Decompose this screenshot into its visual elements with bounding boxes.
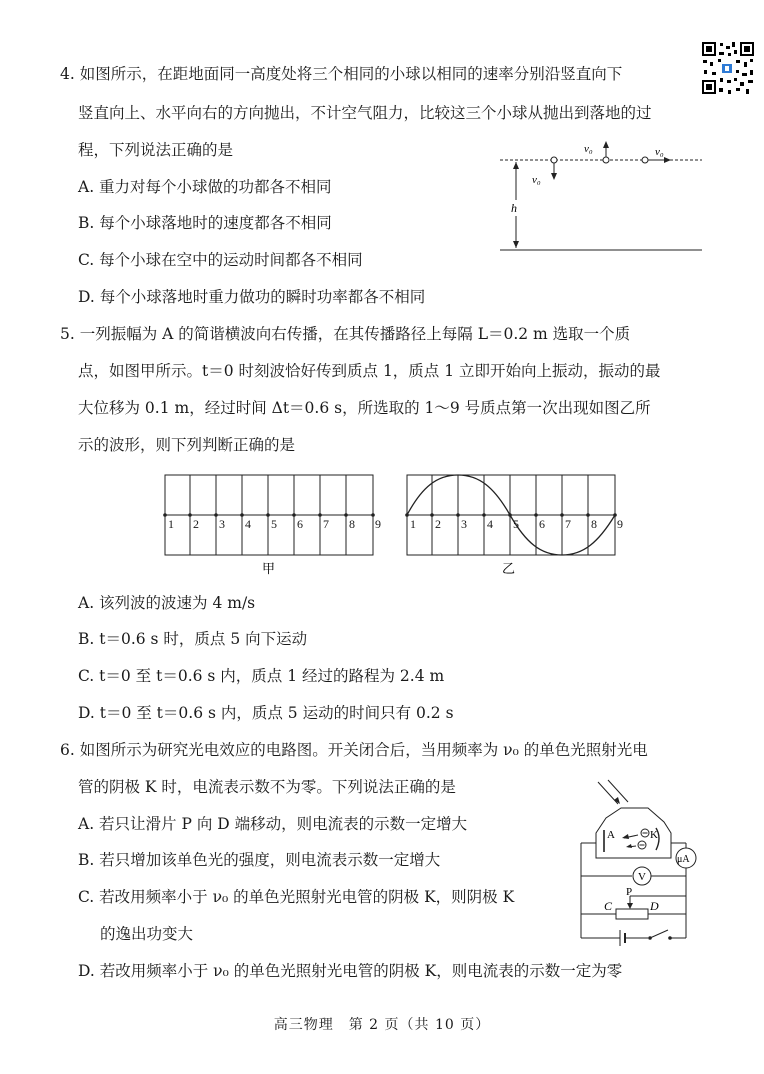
q6-option-a: A. 若只让滑片 P 向 D 端移动，则电流表的示数一定增大: [78, 815, 468, 833]
q6-circuit-graphic: [576, 778, 706, 948]
q4-label-v0-up: v₀: [584, 143, 593, 155]
jia-label-7: 7: [323, 517, 329, 531]
q5-jia-grid: [160, 472, 382, 578]
q6-label-P: P: [626, 886, 633, 898]
q4-label-v0-right: v₀: [655, 146, 664, 158]
q4-option-a: A. 重力对每个小球做的功都各不相同: [78, 178, 332, 196]
q6-option-b: B. 若只增加该单色光的强度，则电流表示数一定增大: [78, 851, 441, 869]
jia-label-6: 6: [297, 517, 303, 531]
q5-option-c: C. t＝0 至 t＝0.6 s 内，质点 1 经过的路程为 2.4 m: [78, 667, 445, 685]
q6-label-C: C: [604, 899, 613, 913]
q5-figure-yi: [402, 472, 624, 578]
jia-label-2: 2: [193, 517, 199, 531]
q4-stem-line-3: 程，下列说法正确的是: [78, 141, 234, 159]
yi-label-3: 3: [461, 517, 467, 531]
yi-label-2: 2: [435, 517, 441, 531]
q4-stem-line-1: 4. 如图所示，在距地面同一高度处将三个相同的小球以相同的速率分别沿竖直向下: [60, 65, 623, 83]
q5-option-a: A. 该列波的波速为 4 m/s: [78, 594, 256, 612]
jia-caption: 甲: [262, 562, 276, 577]
jia-label-5: 5: [271, 517, 277, 531]
q6-label-uA: μA: [677, 854, 690, 865]
q6-stem-line-1: 6. 如图所示为研究光电效应的电路图。开关闭合后，当用频率为 ν₀ 的单色光照射光电: [60, 741, 648, 759]
qr-code-graphic: [700, 40, 756, 96]
yi-label-9: 9: [617, 517, 623, 531]
q6-label-A: A: [607, 829, 615, 841]
q6-option-d: D. 若改用频率小于 ν₀ 的单色光照射光电管的阴极 K，则电流表的示数一定为零: [78, 962, 623, 980]
yi-label-4: 4: [487, 517, 493, 531]
q4-figure-graphic: [498, 138, 708, 253]
jia-label-9: 9: [375, 517, 381, 531]
yi-label-5: 5: [513, 517, 519, 531]
q4-label-v0-down: v₀: [532, 174, 541, 186]
yi-label-6: 6: [539, 517, 545, 531]
q5-yi-grid: [402, 472, 624, 578]
yi-caption: 乙: [502, 562, 516, 577]
q4-option-d: D. 每个小球落地时重力做功的瞬时功率都各不相同: [78, 288, 426, 306]
q6-label-K: K: [650, 829, 658, 841]
jia-label-3: 3: [219, 517, 225, 531]
q5-stem-line-2: 点，如图甲所示。t＝0 时刻波恰好传到质点 1，质点 1 立即开始向上振动，振动的最: [78, 362, 661, 380]
jia-label-8: 8: [349, 517, 355, 531]
q4-stem-line-2: 竖直向上、水平向右的方向抛出，不计空气阻力，比较这三个小球从抛出到落地的过: [78, 104, 652, 122]
q5-figure-jia: [160, 472, 382, 578]
jia-label-1: 1: [168, 517, 174, 531]
qr-code: [700, 40, 756, 96]
yi-label-8: 8: [591, 517, 597, 531]
q6-figure-circuit: [576, 778, 706, 948]
q4-option-b: B. 每个小球落地时的速度都各不相同: [78, 214, 332, 232]
q5-option-d: D. t＝0 至 t＝0.6 s 内，质点 5 运动的时间只有 0.2 s: [78, 704, 454, 722]
q5-stem-line-1: 5. 一列振幅为 A 的简谐横波向右传播，在其传播路径上每隔 L＝0.2 m 选取一个质: [60, 325, 631, 343]
q6-option-c-line-2: 的逸出功变大: [100, 925, 194, 943]
jia-label-4: 4: [245, 517, 251, 531]
page-footer: 高三物理 第 2 页（共 10 页）: [273, 1017, 491, 1033]
q6-label-D: D: [650, 899, 659, 913]
yi-label-1: 1: [410, 517, 416, 531]
q6-option-c-line-1: C. 若改用频率小于 ν₀ 的单色光照射光电管的阴极 K，则阴极 K: [78, 888, 515, 906]
q4-figure: [498, 138, 708, 253]
q5-stem-line-4: 示的波形，则下列判断正确的是: [78, 436, 296, 454]
q6-label-V: V: [638, 871, 646, 883]
q6-stem-line-2: 管的阴极 K 时，电流表示数不为零。下列说法正确的是: [78, 778, 456, 796]
q5-option-b: B. t＝0.6 s 时，质点 5 向下运动: [78, 630, 308, 648]
q4-option-c: C. 每个小球在空中的运动时间都各不相同: [78, 251, 363, 269]
q5-stem-line-3: 大位移为 0.1 m，经过时间 Δt＝0.6 s，所选取的 1～9 号质点第一次出现如图乙所: [78, 399, 651, 417]
q4-label-h: h: [511, 201, 517, 215]
yi-label-7: 7: [565, 517, 571, 531]
